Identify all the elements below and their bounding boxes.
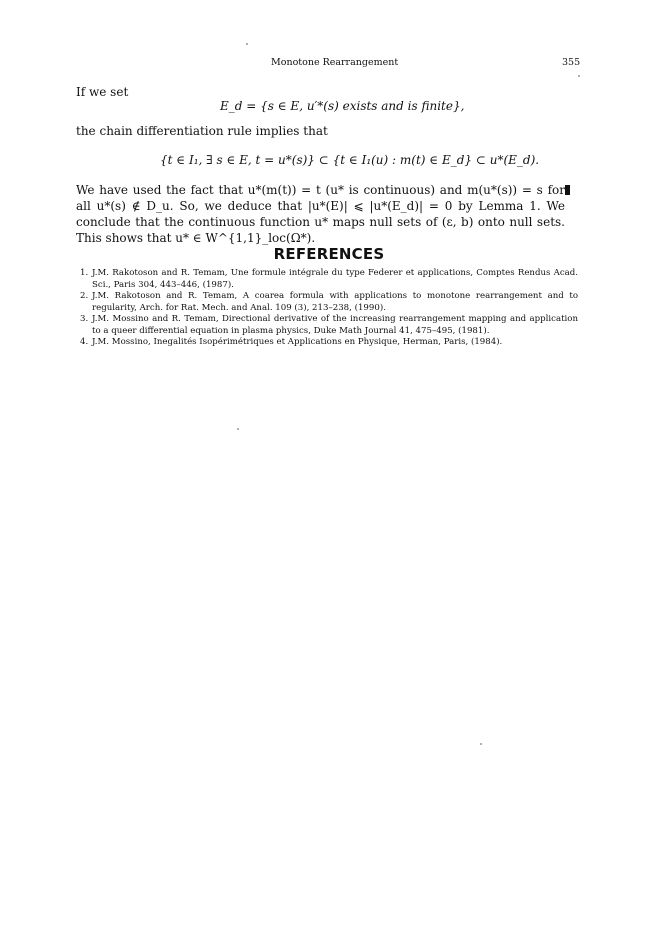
paragraph-conclusion	[76, 182, 579, 246]
scan-speck	[237, 428, 239, 430]
reference-item	[80, 268, 578, 291]
reference-item	[80, 291, 578, 314]
paragraph-chain-rule: the chain differentiation rule implies that	[76, 124, 328, 138]
references-list	[80, 268, 578, 349]
paragraph-conclusion-text: We have used the fact that u*(m(t)) = t (u* is continuous) and m(u*(s)) = s for all u*(s) ∉ D_u. So, we deduce that |u*(E)| ⩽ |u*(E_d)| = 0 by Lemma 1. We conclude that the continuous function u* maps null sets of (ε, b) onto null sets. This shows that u* ∈ W^{1,1}_loc(Ω*).	[76, 183, 565, 245]
scan-speck	[246, 43, 248, 45]
references-heading: REFERENCES	[273, 245, 385, 263]
reference-number: 4.	[80, 337, 89, 347]
page-number: 355	[562, 57, 581, 68]
reference-item	[80, 314, 578, 337]
reference-text: J.M. Mossino and R. Temam, Directional derivative of the increasing rearrangement mapping and application to a queer differential equation in plasma physics, Duke Math Journal 41, 475–495, (1981).	[92, 314, 578, 336]
reference-text: J.M. Rakotoson and R. Temam, A coarea formula with applications to monotone rearrangement and to regularity, Arch. for Rat. Mech. and Anal. 109 (3), 213–238, (1990).	[92, 291, 578, 313]
reference-text: J.M. Rakotoson and R. Temam, Une formule intégrale du type Federer et applications, Comptes Rendus Acad. Sci., Paris 304, 443–446, (1987).	[92, 268, 578, 290]
scan-speck	[578, 75, 580, 77]
reference-number: 2.	[80, 291, 89, 301]
equation-ed-definition: E_d = {s ∈ E, u′*(s) exists and is finite},	[220, 99, 465, 113]
reference-item	[80, 337, 578, 349]
reference-text: J.M. Mossino, Inegalités Isopérimétriques et Applications en Physique, Herman, Paris, (1984).	[92, 337, 503, 347]
qed-square-icon	[565, 185, 570, 195]
reference-number: 3.	[80, 314, 89, 324]
equation-inclusion-chain: {t ∈ I₁, ∃ s ∈ E, t = u*(s)} ⊂ {t ∈ I₁(u) : m(t) ∈ E_d} ⊂ u*(E_d).	[160, 153, 540, 167]
scan-speck	[480, 743, 482, 745]
running-title: Monotone Rearrangement	[271, 57, 399, 68]
reference-number: 1.	[80, 268, 89, 278]
paragraph-if-we-set: If we set	[76, 85, 129, 99]
